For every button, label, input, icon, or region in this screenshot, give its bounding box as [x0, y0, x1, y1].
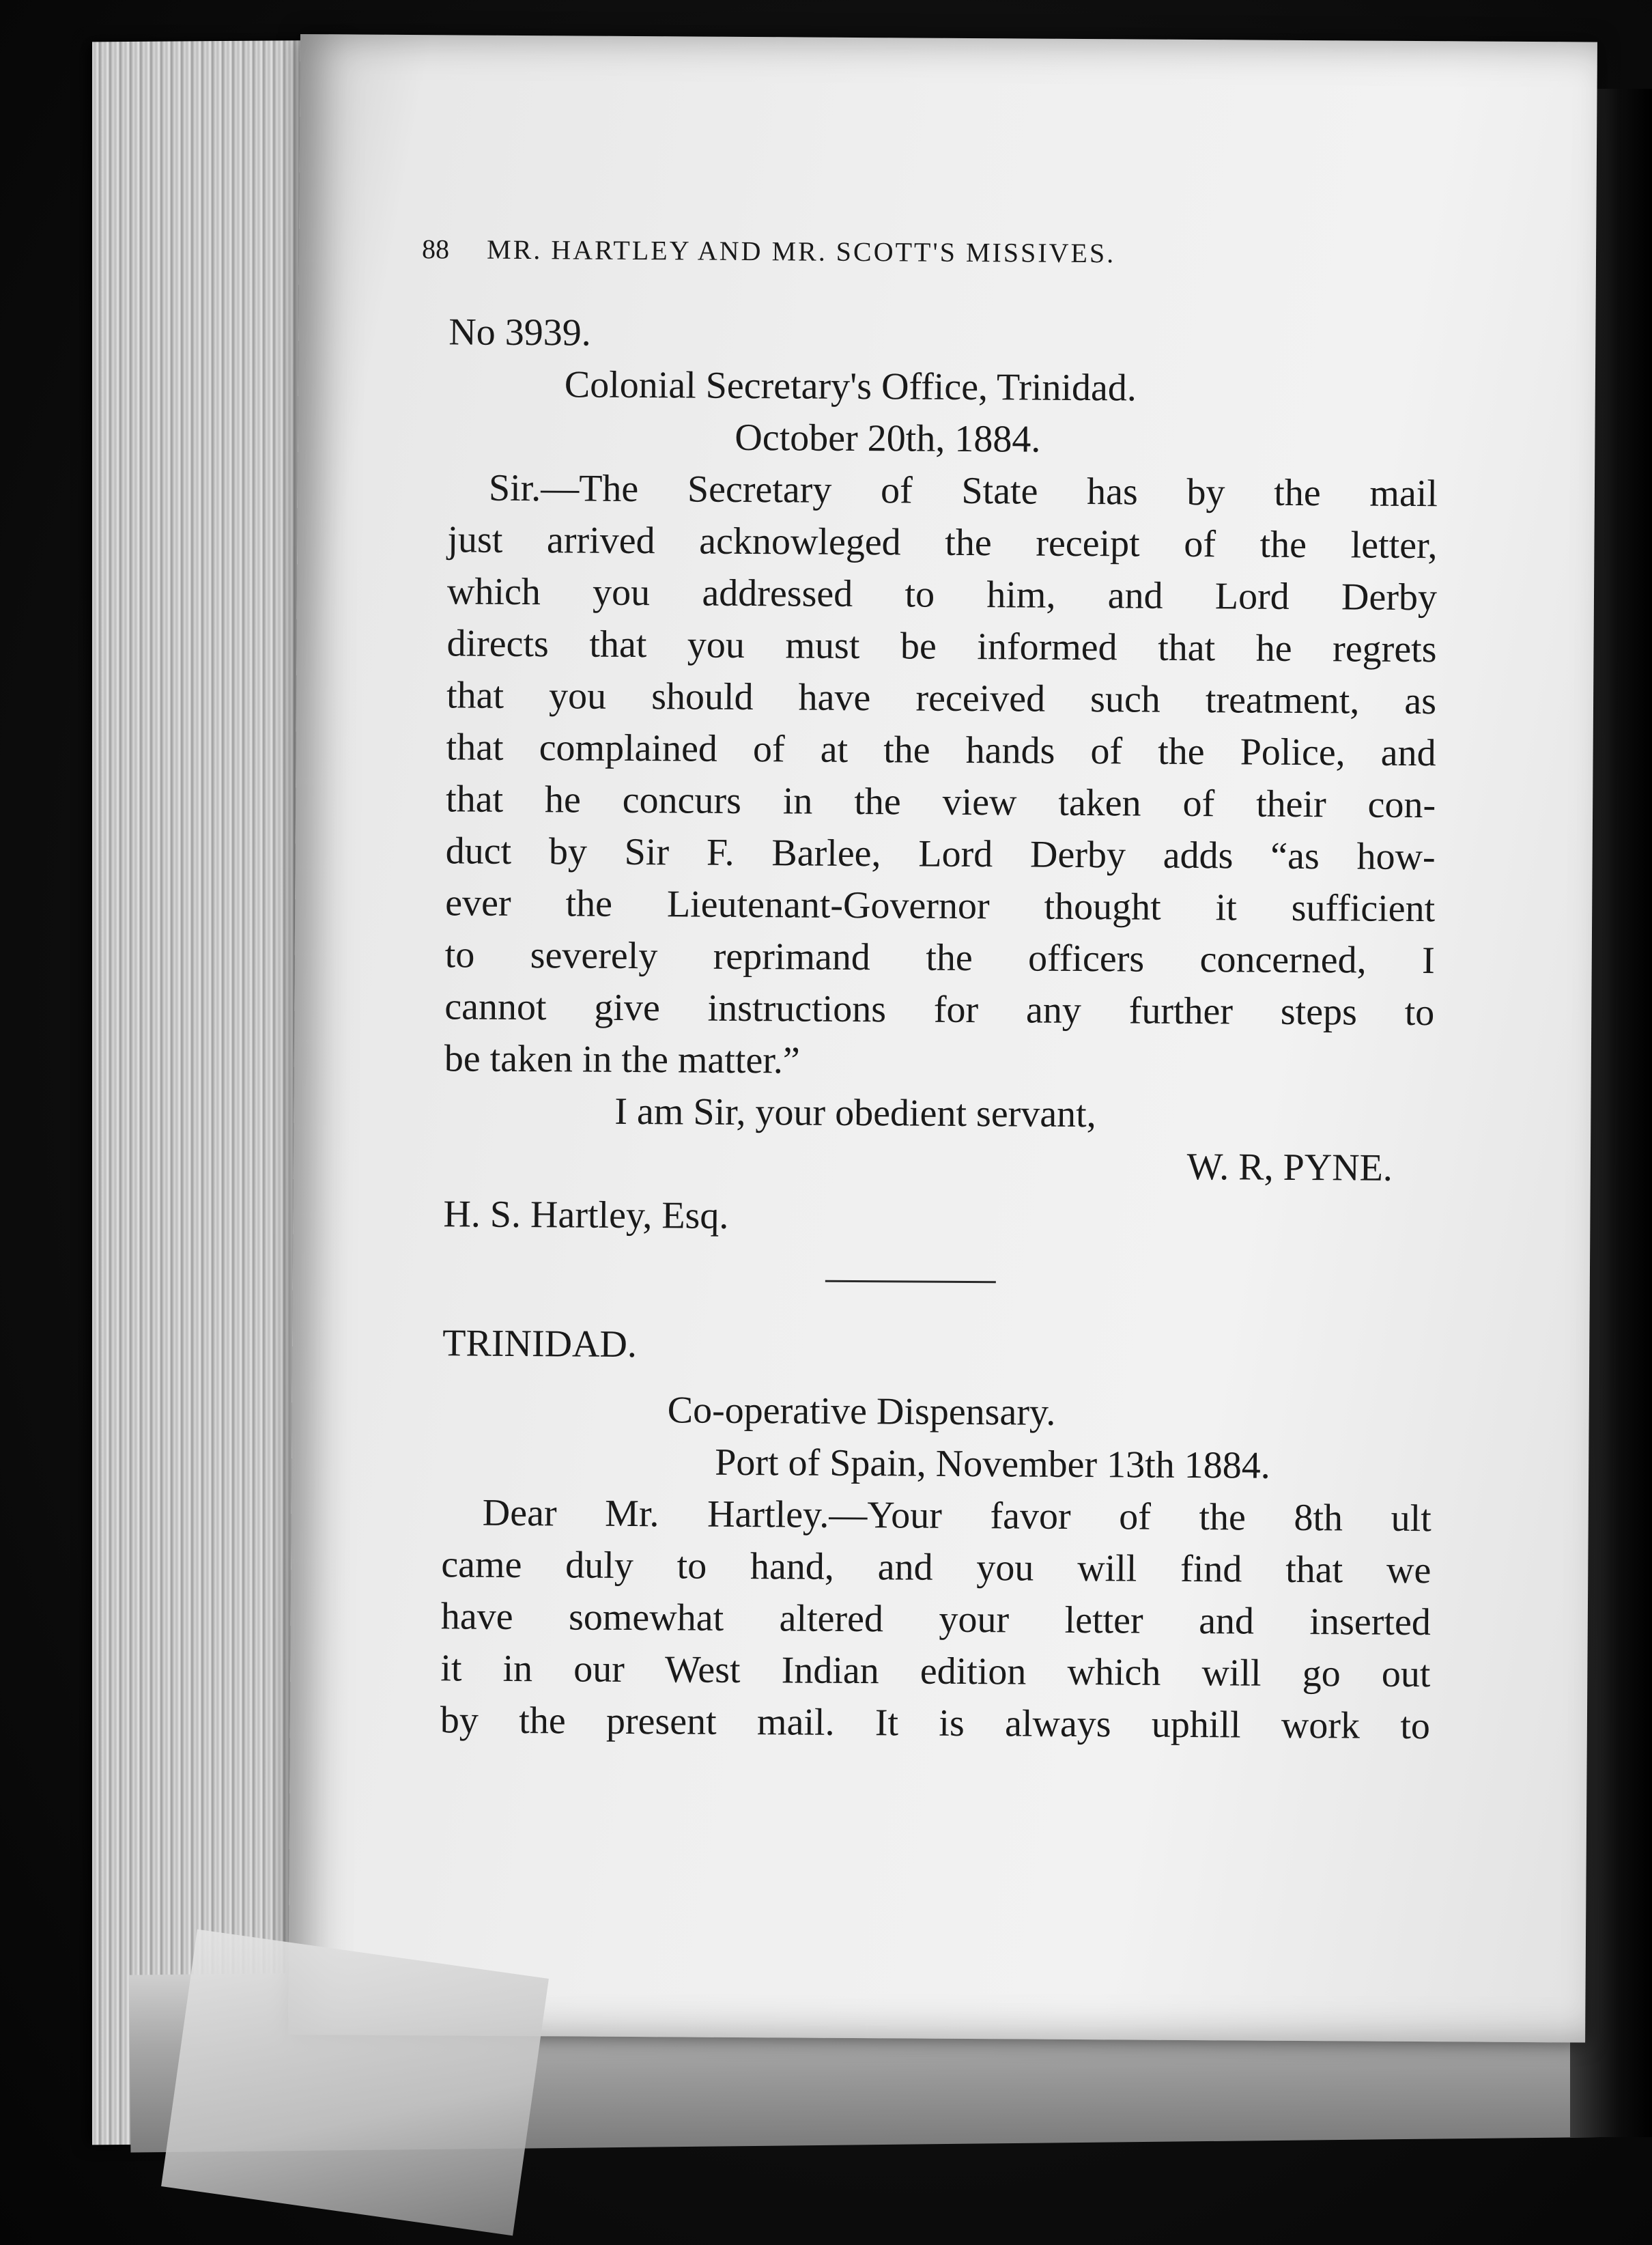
- letter-organization: Co-operative Dispensary.: [667, 1389, 1056, 1434]
- letter-heading: TRINIDAD.: [442, 1322, 638, 1366]
- page-number: 88: [421, 234, 450, 265]
- running-title: MR. HARTLEY AND MR. SCOTT'S MISSIVES.: [486, 234, 1116, 269]
- book-page: [288, 34, 1597, 2043]
- body-line: have somewhat altered your letter and inserted: [440, 1595, 1432, 1644]
- section-divider: [825, 1280, 996, 1284]
- body-line: just arrived acknowleged the receipt of the letter,: [447, 518, 1438, 567]
- body-line: Dear Mr. Hartley.—Your favor of the 8th ult: [482, 1491, 1432, 1540]
- body-line: came duly to hand, and you will find that we: [441, 1543, 1432, 1592]
- folded-page-corner: [161, 1930, 549, 2236]
- body-line: which you addressed to him, and Lord Derby: [446, 570, 1438, 619]
- letter-cooperative-dispensary: [440, 1317, 1433, 1752]
- body-line: that you should have received such treatment, as: [446, 674, 1437, 723]
- body-line: by the present mail. It is always uphill work to: [440, 1699, 1431, 1748]
- body-line: that he concurs in the view taken of their con-: [445, 778, 1436, 827]
- letter-number: No 3939.: [448, 311, 591, 354]
- body-line: ever the Lieutenant-Governor thought it sufficient: [445, 881, 1436, 931]
- body-line: it in our West Indian edition which will go out: [440, 1647, 1431, 1696]
- body-line: be taken in the matter.”: [444, 1037, 800, 1082]
- letter-signature: W. R, PYNE.: [1186, 1145, 1393, 1189]
- running-head: [422, 233, 1439, 271]
- body-line: directs that you must be informed that he regrets: [446, 622, 1437, 671]
- body-line: Sir.—The Secretary of State has by the mail: [488, 466, 1438, 516]
- letter-place-date: Port of Spain, November 13th 1884.: [715, 1441, 1270, 1487]
- body-line: cannot give instructions for any further steps to: [444, 985, 1435, 1034]
- page-content: [421, 233, 1440, 1752]
- body-line: duct by Sir F. Barlee, Lord Derby adds “as how-: [445, 830, 1436, 879]
- body-line: to severely reprimand the officers concerned, I: [444, 933, 1435, 983]
- letter-date: October 20th, 1884.: [735, 416, 1041, 461]
- letter-office: Colonial Secretary's Office, Trinidad.: [564, 363, 1137, 410]
- letter-colonial-secretary: [443, 306, 1438, 1246]
- letter-addressee: H. S. Hartley, Esq.: [443, 1193, 729, 1237]
- letter-closing: I am Sir, your obedient servant,: [614, 1090, 1096, 1136]
- body-line: that complained of at the hands of the Police, and: [446, 726, 1436, 775]
